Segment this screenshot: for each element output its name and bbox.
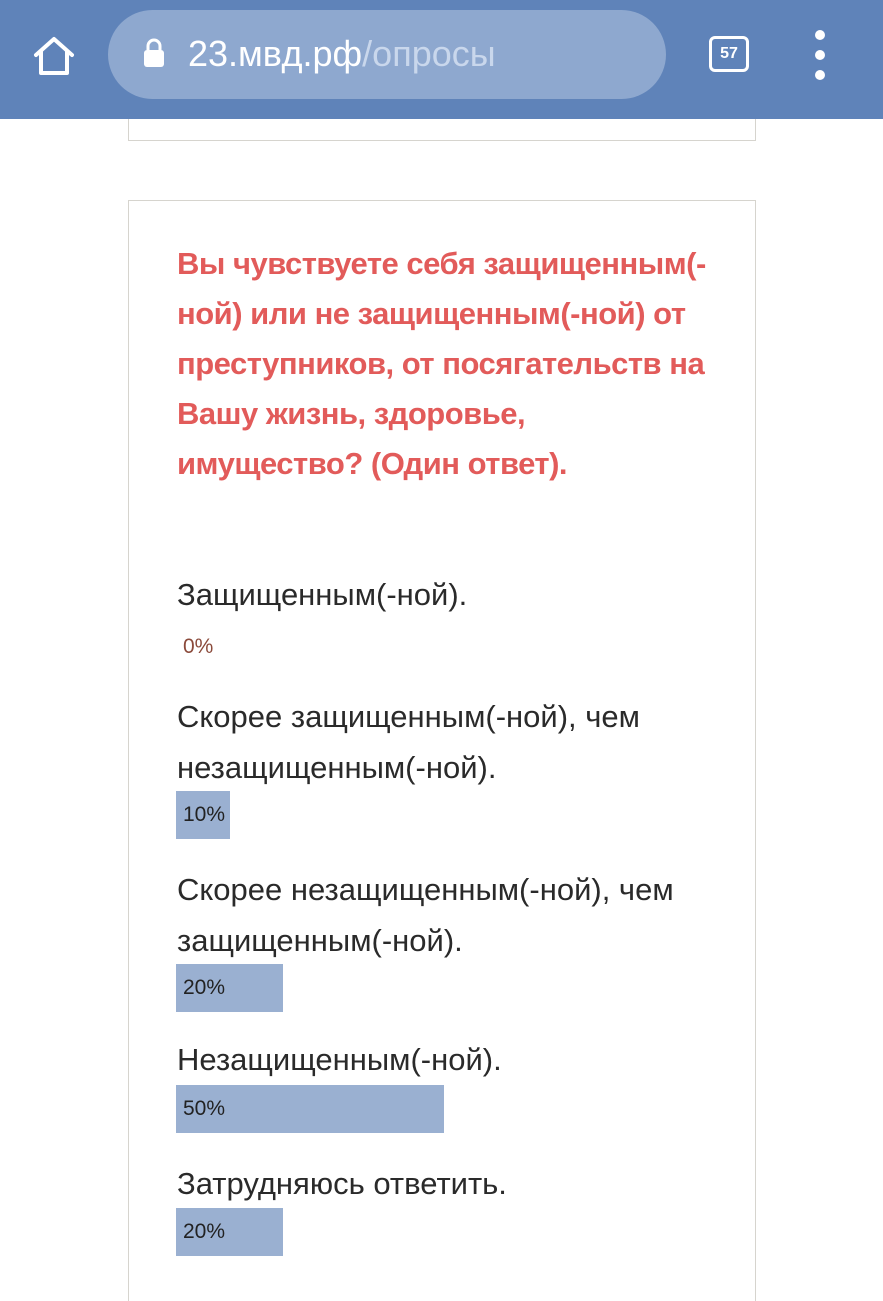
option-label: Скорее незащищенным(-ной), чем защищенным(-ной). <box>177 872 674 958</box>
previous-poll-card <box>128 119 756 141</box>
option-label: Затрудняюсь ответить. <box>177 1166 507 1201</box>
option-label: Защищенным(-ной). <box>177 577 468 612</box>
menu-dot <box>815 70 825 80</box>
option-label: Незащищенным(-ной). <box>177 1042 502 1077</box>
browser-toolbar <box>0 0 883 119</box>
url-text <box>188 32 496 76</box>
tabs-icon: 57 <box>709 36 749 72</box>
tabs-button[interactable] <box>708 35 750 73</box>
more-vert-icon[interactable] <box>808 30 832 80</box>
menu-dot <box>815 50 825 60</box>
home-button[interactable] <box>22 24 86 88</box>
home-icon <box>32 35 76 77</box>
poll-card <box>128 200 756 1301</box>
url-host: 23.мвд.рф <box>188 33 363 74</box>
menu-dot <box>815 30 825 40</box>
url-path: /опросы <box>362 33 496 74</box>
result-percent: 20% <box>183 976 226 999</box>
result-percent: 20% <box>183 1220 226 1243</box>
result-percent: 10% <box>183 803 226 826</box>
result-percent: 50% <box>183 1097 226 1120</box>
address-bar[interactable] <box>108 10 666 99</box>
lock-icon <box>142 38 166 68</box>
poll-question: Вы чувствуете себя защищенным(-ной) или не защищенным(-ной) от преступников, от посягательств на Вашу жизнь, здоровье, имущество? (Один ответ). <box>177 246 706 481</box>
option-label: Скорее защищенным(-ной), чем незащищенным(-ной). <box>177 699 640 785</box>
result-percent: 0% <box>183 635 214 658</box>
